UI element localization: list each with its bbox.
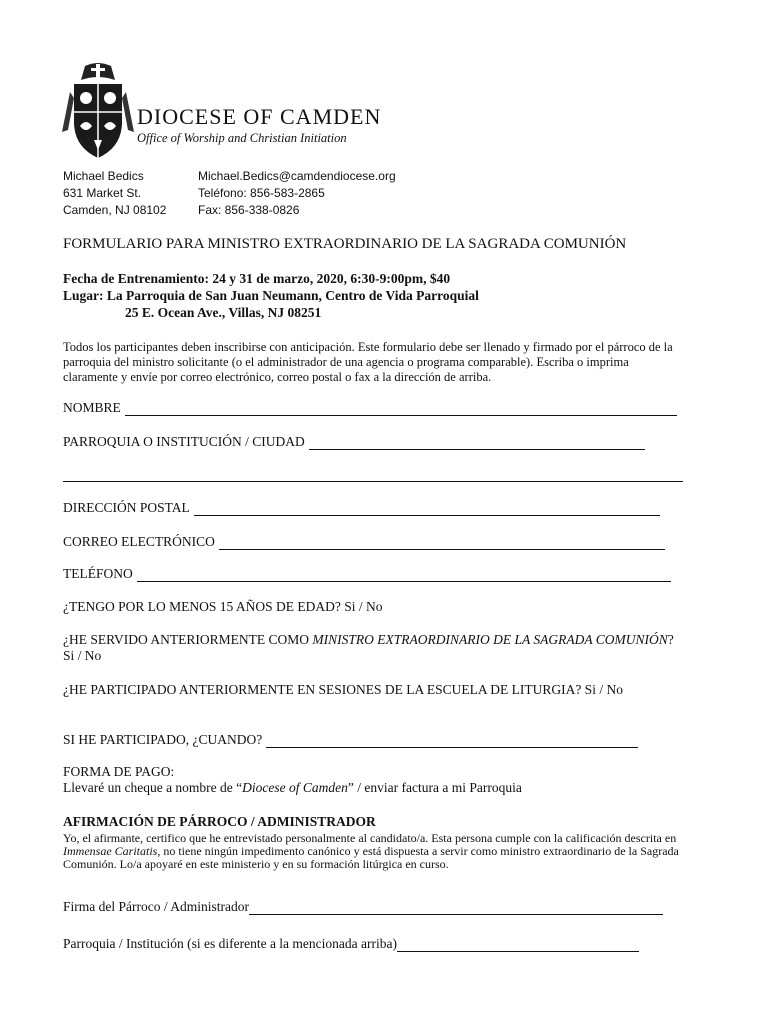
signature-input-line[interactable] [249, 900, 663, 915]
payment-label: FORMA DE PAGO: [63, 764, 175, 779]
parish-continuation-line[interactable] [63, 481, 683, 482]
parish-label: PARROQUIA O INSTITUCIÓN / CIUDAD [63, 434, 305, 449]
email-field[interactable] [63, 534, 665, 550]
training-date: Fecha de Entrenamiento: 24 y 31 de marzo, 2020, 6:30-9:00pm, $40 [63, 271, 451, 286]
contact-name: Michael Bedics [63, 169, 144, 183]
contact-phone: Teléfono: 856-583-2865 [198, 186, 325, 200]
parish-input-line[interactable] [309, 435, 645, 450]
when-field[interactable] [63, 732, 638, 748]
payment-text-suffix: ” / enviar factura a mi Parroquia [347, 780, 522, 795]
payment-text [63, 780, 683, 796]
contact-fax: Fax: 856-338-0826 [198, 203, 300, 217]
served-question-italic: MINISTRO EXTRAORDINARIO DE LA SAGRADA COMUNIÓN [312, 632, 668, 647]
affirmation-paragraph [63, 832, 703, 871]
when-label: SI HE PARTICIPADO, ¿CUANDO? [63, 732, 263, 747]
affirmation-suffix: , no tiene ningún impedimento canónico y está dispuesta a servir como ministro extraordinario de la Sagrada Comunión. Lo/a apoyaré en este ministerio y en su formación litúrgica en curso. [63, 844, 679, 871]
affirmation-prefix: Yo, el afirmante, certifico que he entrevistado personalmente al candidato/a. Esta persona cumple con la calificación descrita en [63, 831, 677, 845]
postal-address-field[interactable] [63, 500, 660, 516]
age-question: ¿TENGO POR LO MENOS 15 AÑOS DE EDAD? Si / No [63, 599, 383, 614]
contact-address-block [63, 168, 166, 219]
office-name: Office of Worship and Christian Initiation [137, 131, 347, 145]
postal-address-label: DIRECCIÓN POSTAL [63, 500, 190, 515]
served-question [63, 632, 683, 664]
phone-label: TELÉFONO [63, 566, 133, 581]
liturgy-school-question: ¿HE PARTICIPADO ANTERIORMENTE EN SESIONES DE LA ESCUELA DE LITURGIA? Si / No [63, 682, 623, 697]
affirmation-italic: Immensae Caritatis [63, 844, 158, 858]
postal-address-input-line[interactable] [194, 501, 660, 516]
signature-label: Firma del Párroco / Administrador [63, 899, 249, 914]
organization-name: DIOCESE OF CAMDEN [137, 104, 382, 129]
training-location: Lugar: La Parroquia de San Juan Neumann, Centro de Vida Parroquial [63, 288, 479, 303]
affirmation-heading: AFIRMACIÓN DE PÁRROCO / ADMINISTRADOR [63, 814, 376, 829]
institution-label: Parroquia / Institución (si es diferente a la mencionada arriba) [63, 936, 397, 951]
institution-input-line[interactable] [397, 937, 639, 952]
name-input-line[interactable] [125, 401, 677, 416]
name-field[interactable] [63, 400, 677, 416]
served-question-prefix: ¿HE SERVIDO ANTERIORMENTE COMO [63, 632, 313, 647]
training-address: 25 E. Ocean Ave., Villas, NJ 08251 [125, 305, 322, 320]
name-label: NOMBRE [63, 400, 121, 415]
phone-input-line[interactable] [137, 567, 671, 582]
payment-text-prefix: Llevaré un cheque a nombre de “ [63, 780, 243, 795]
payment-text-italic: Diocese of Camden [242, 780, 348, 795]
contact-street: 631 Market St. [63, 186, 142, 200]
parish-field[interactable] [63, 434, 645, 450]
signature-field[interactable] [63, 899, 663, 915]
contact-details-block [198, 168, 396, 219]
email-label: CORREO ELECTRÓNICO [63, 534, 215, 549]
intro-paragraph: Todos los participantes deben inscribirse con anticipación. Este formulario debe ser llenado y firmado por el párroco de la parroquia del ministro solicitante (o el administrador de una agencia o programa comparable). Escriba o imprima claramente y envíe por correo electrónico, correo postal o fax a la dirección de arriba. [63, 340, 673, 384]
email-input-line[interactable] [219, 535, 665, 550]
contact-email: Michael.Bedics@camdendiocese.org [198, 169, 396, 183]
form-title: FORMULARIO PARA MINISTRO EXTRAORDINARIO DE LA SAGRADA COMUNIÓN [63, 236, 627, 252]
when-input-line[interactable] [266, 733, 638, 748]
institution-field[interactable] [63, 936, 639, 952]
contact-city: Camden, NJ 08102 [63, 203, 167, 217]
diocese-crest-logo [60, 62, 136, 162]
served-question-suffix: ? Si / No [63, 632, 674, 663]
phone-field[interactable] [63, 566, 671, 582]
